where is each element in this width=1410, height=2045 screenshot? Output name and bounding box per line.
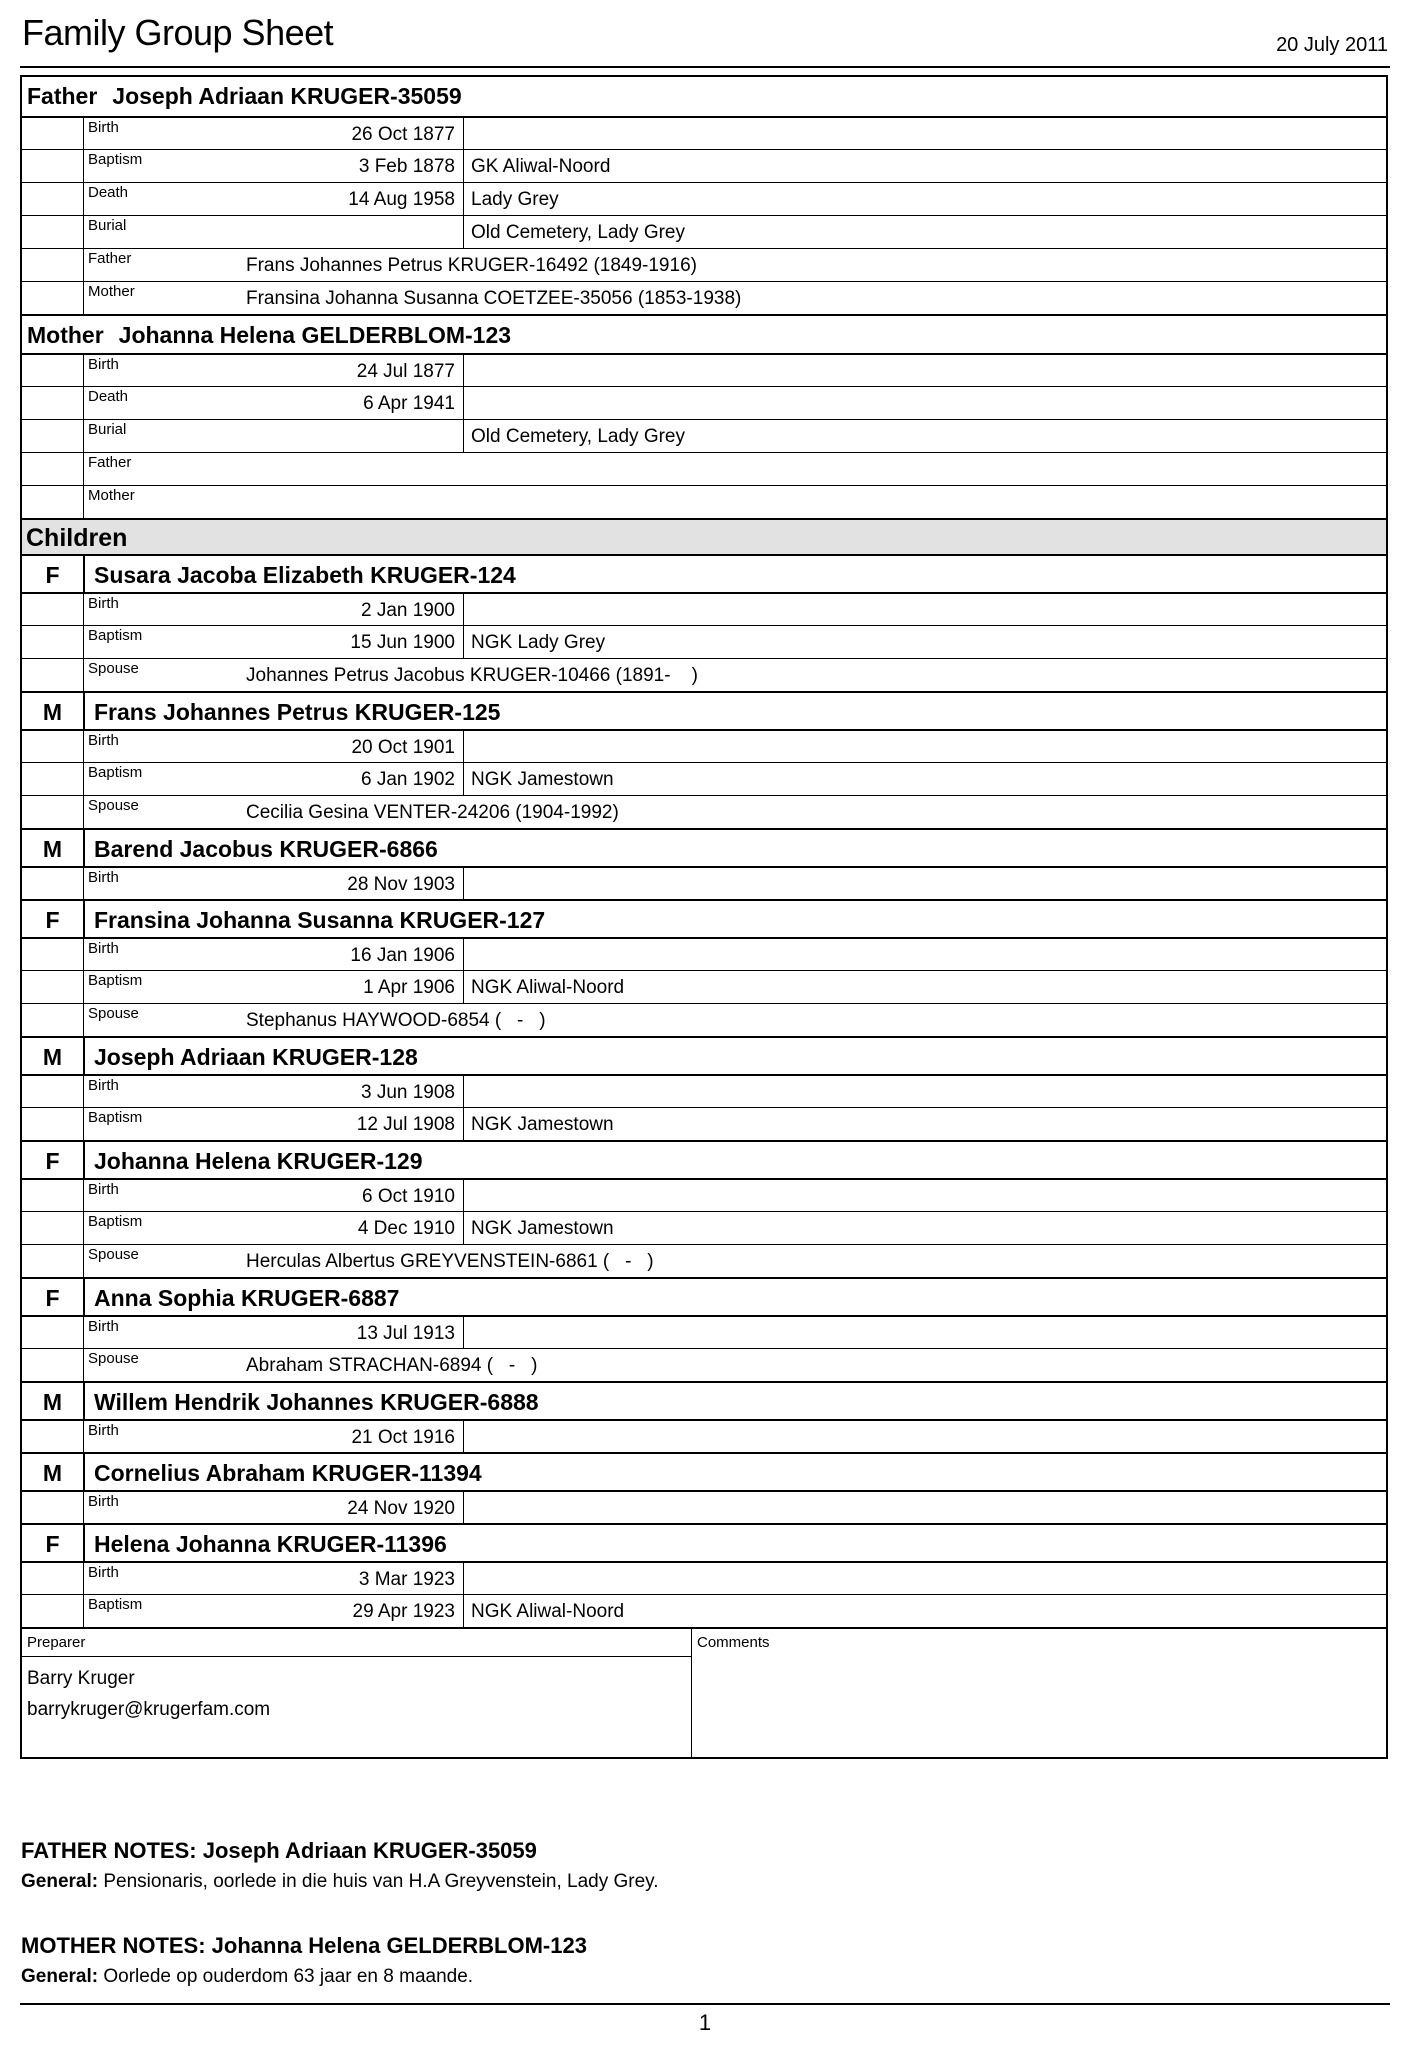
event-date: 3 Feb 1878 bbox=[358, 156, 455, 177]
child-sex: F bbox=[22, 901, 85, 937]
child-baptism-row bbox=[22, 1594, 1386, 1627]
row-spacer bbox=[22, 796, 84, 828]
row-spacer bbox=[22, 118, 84, 149]
page-number: 1 bbox=[698, 2010, 712, 2035]
event-date: 21 Oct 1916 bbox=[351, 1427, 455, 1448]
mother-section-header bbox=[22, 314, 1386, 353]
row-spacer bbox=[22, 971, 84, 1003]
child-sex: M bbox=[22, 1454, 85, 1490]
event-place bbox=[464, 118, 1386, 149]
child-birth-row bbox=[22, 1490, 1386, 1523]
footer-rule bbox=[20, 2003, 1390, 2005]
child-birth-row bbox=[22, 592, 1386, 625]
row-spacer bbox=[22, 1245, 84, 1277]
child-sex: M bbox=[22, 693, 85, 729]
row-spacer bbox=[22, 1349, 84, 1381]
child-name: Frans Johannes Petrus KRUGER-125 bbox=[94, 699, 501, 725]
event-place: NGK Aliwal-Noord bbox=[471, 1601, 625, 1622]
event-label: Birth bbox=[88, 1318, 119, 1335]
event-label: Death bbox=[88, 184, 129, 201]
event-date: 3 Mar 1923 bbox=[358, 1569, 455, 1590]
row-spacer bbox=[22, 626, 84, 658]
row-spacer bbox=[22, 249, 84, 281]
event-date: 28 Nov 1903 bbox=[347, 874, 455, 895]
mother-death-row bbox=[22, 386, 1386, 419]
event-place: Old Cemetery, Lady Grey bbox=[471, 222, 686, 243]
event-date: 29 Apr 1923 bbox=[352, 1601, 455, 1622]
event-date: 13 Jul 1913 bbox=[356, 1323, 455, 1344]
row-spacer bbox=[22, 1563, 84, 1594]
event-place: NGK Jamestown bbox=[471, 769, 614, 790]
children-section-header bbox=[22, 518, 1386, 554]
child-sex: F bbox=[22, 1525, 85, 1561]
preparer-cell bbox=[22, 1629, 692, 1757]
child-birth-row bbox=[22, 866, 1386, 899]
row-spacer bbox=[22, 282, 84, 314]
father-notes-body bbox=[21, 1871, 1361, 1893]
page-title: Family Group Sheet bbox=[22, 12, 334, 53]
event-place bbox=[464, 1180, 1386, 1211]
event-place: NGK Jamestown bbox=[471, 1114, 614, 1135]
event-label: Birth bbox=[88, 732, 119, 749]
event-label: Birth bbox=[88, 1422, 119, 1439]
father-father-row bbox=[22, 248, 1386, 281]
event-date: 15 Jun 1900 bbox=[350, 632, 455, 653]
comments-cell bbox=[692, 1629, 1386, 1757]
row-spacer bbox=[22, 216, 84, 248]
row-spacer bbox=[22, 486, 84, 518]
child-birth-row bbox=[22, 937, 1386, 970]
event-place bbox=[464, 1492, 1386, 1523]
relation-value: Abraham STRACHAN-6894 ( - ) bbox=[246, 1355, 538, 1376]
relation-label: Father bbox=[88, 250, 132, 267]
mother-name: Johanna Helena GELDERBLOM-123 bbox=[118, 322, 512, 348]
row-spacer bbox=[22, 1212, 84, 1244]
father-burial-row bbox=[22, 215, 1386, 248]
father-mother-row bbox=[22, 281, 1386, 314]
event-label: Birth bbox=[88, 1564, 119, 1581]
row-spacer bbox=[22, 1180, 84, 1211]
event-place bbox=[464, 939, 1386, 970]
row-spacer bbox=[22, 939, 84, 970]
event-date: 1 Apr 1906 bbox=[363, 977, 455, 998]
relation-label: Spouse bbox=[88, 660, 139, 677]
event-place: NGK Jamestown bbox=[471, 1218, 614, 1239]
child-header-row bbox=[22, 1277, 1386, 1315]
event-date: 6 Oct 1910 bbox=[362, 1186, 455, 1207]
row-spacer bbox=[22, 1317, 84, 1348]
relation-label: Father bbox=[88, 454, 132, 471]
event-label: Burial bbox=[88, 421, 127, 438]
child-birth-row bbox=[22, 1074, 1386, 1107]
child-name: Cornelius Abraham KRUGER-11394 bbox=[94, 1460, 482, 1486]
child-birth-row bbox=[22, 1561, 1386, 1594]
row-spacer bbox=[22, 1076, 84, 1107]
child-name: Willem Hendrik Johannes KRUGER-6888 bbox=[94, 1389, 539, 1415]
child-baptism-row bbox=[22, 625, 1386, 658]
row-spacer bbox=[22, 420, 84, 452]
row-spacer bbox=[22, 355, 84, 386]
row-spacer bbox=[22, 453, 84, 485]
mother-notes-heading: MOTHER NOTES: Johanna Helena GELDERBLOM-123 bbox=[21, 1933, 587, 1958]
relation-value: Frans Johannes Petrus KRUGER-16492 (1849-1916) bbox=[246, 255, 697, 276]
event-label: Birth bbox=[88, 1493, 119, 1510]
child-spouse-row bbox=[22, 658, 1386, 691]
row-spacer bbox=[22, 1421, 84, 1452]
event-date: 6 Apr 1941 bbox=[363, 393, 455, 414]
header-rule bbox=[20, 66, 1390, 68]
child-spouse-row bbox=[22, 795, 1386, 828]
relation-label: Spouse bbox=[88, 797, 139, 814]
child-header-row bbox=[22, 1523, 1386, 1561]
child-sex: M bbox=[22, 1038, 85, 1074]
event-label: Baptism bbox=[88, 764, 143, 781]
child-header-row bbox=[22, 1140, 1386, 1178]
row-spacer bbox=[22, 1595, 84, 1627]
child-spouse-row bbox=[22, 1244, 1386, 1277]
event-date: 16 Jan 1906 bbox=[350, 945, 455, 966]
event-date: 24 Nov 1920 bbox=[347, 1498, 455, 1519]
father-name: Joseph Adriaan KRUGER-35059 bbox=[112, 83, 462, 109]
relation-label: Mother bbox=[88, 487, 135, 504]
event-place bbox=[464, 1076, 1386, 1107]
row-spacer bbox=[22, 1108, 84, 1140]
child-baptism-row bbox=[22, 762, 1386, 795]
child-baptism-row bbox=[22, 1211, 1386, 1244]
row-spacer bbox=[22, 868, 84, 899]
child-name: Johanna Helena KRUGER-129 bbox=[94, 1148, 423, 1174]
preparer-name: Barry Kruger bbox=[27, 1668, 135, 1689]
mother-notes-body bbox=[21, 1966, 1361, 1988]
preparer-comments-row bbox=[22, 1627, 1386, 1757]
children-heading: Children bbox=[26, 524, 128, 552]
row-spacer bbox=[22, 731, 84, 762]
row-spacer bbox=[22, 183, 84, 215]
event-date: 2 Jan 1900 bbox=[360, 600, 455, 621]
relation-label: Mother bbox=[88, 283, 135, 300]
event-label: Baptism bbox=[88, 1213, 143, 1230]
event-date: 3 Jun 1908 bbox=[360, 1082, 455, 1103]
event-date: 20 Oct 1901 bbox=[351, 737, 455, 758]
event-date: 24 Jul 1877 bbox=[356, 361, 455, 382]
father-notes-heading: FATHER NOTES: Joseph Adriaan KRUGER-35059 bbox=[21, 1838, 537, 1863]
relation-label: Spouse bbox=[88, 1246, 139, 1263]
child-name: Helena Johanna KRUGER-11396 bbox=[94, 1531, 447, 1557]
event-label: Birth bbox=[88, 869, 119, 886]
child-spouse-row bbox=[22, 1003, 1386, 1036]
child-birth-row bbox=[22, 1315, 1386, 1348]
relation-value: Johannes Petrus Jacobus KRUGER-10466 (1891- ) bbox=[246, 665, 699, 686]
child-header-row bbox=[22, 1452, 1386, 1490]
event-place bbox=[464, 1421, 1386, 1452]
father-section-header bbox=[22, 77, 1386, 116]
child-baptism-row bbox=[22, 970, 1386, 1003]
child-sex: F bbox=[22, 1142, 85, 1178]
general-label: General: bbox=[21, 1871, 99, 1892]
child-name: Joseph Adriaan KRUGER-128 bbox=[94, 1044, 418, 1070]
mother-mother-row bbox=[22, 485, 1386, 518]
father-birth-row bbox=[22, 116, 1386, 149]
event-label: Baptism bbox=[88, 151, 143, 168]
event-label: Death bbox=[88, 388, 129, 405]
event-place bbox=[464, 1563, 1386, 1594]
event-label: Birth bbox=[88, 119, 119, 136]
event-label: Baptism bbox=[88, 1109, 143, 1126]
child-sex: M bbox=[22, 1383, 85, 1419]
event-place: NGK Lady Grey bbox=[471, 632, 606, 653]
row-spacer bbox=[22, 594, 84, 625]
general-label: General: bbox=[21, 1966, 99, 1987]
event-label: Baptism bbox=[88, 627, 143, 644]
general-text: Oorlede op ouderdom 63 jaar en 8 maande. bbox=[98, 1966, 474, 1987]
relation-value: Stephanus HAYWOOD-6854 ( - ) bbox=[246, 1010, 546, 1031]
event-label: Baptism bbox=[88, 1596, 143, 1613]
event-place: GK Aliwal-Noord bbox=[471, 156, 611, 177]
report-date: 20 July 2011 bbox=[1276, 34, 1388, 56]
event-place bbox=[464, 868, 1386, 899]
event-label: Birth bbox=[88, 1077, 119, 1094]
event-label: Birth bbox=[88, 356, 119, 373]
event-place: Old Cemetery, Lady Grey bbox=[471, 426, 686, 447]
event-label: Birth bbox=[88, 595, 119, 612]
relation-value: Fransina Johanna Susanna COETZEE-35056 (1853-1938) bbox=[246, 288, 742, 309]
mother-birth-row bbox=[22, 353, 1386, 386]
event-place bbox=[464, 387, 1386, 419]
event-label: Baptism bbox=[88, 972, 143, 989]
mother-burial-row bbox=[22, 419, 1386, 452]
row-spacer bbox=[22, 763, 84, 795]
event-label: Burial bbox=[88, 217, 127, 234]
child-header-row bbox=[22, 1036, 1386, 1074]
child-header-row bbox=[22, 554, 1386, 592]
child-sex: F bbox=[22, 556, 85, 592]
child-sex: M bbox=[22, 830, 85, 866]
child-name: Barend Jacobus KRUGER-6866 bbox=[94, 836, 438, 862]
event-label: Birth bbox=[88, 940, 119, 957]
event-label: Birth bbox=[88, 1181, 119, 1198]
father-section-label: Father bbox=[27, 83, 98, 109]
child-header-row bbox=[22, 1381, 1386, 1419]
child-name: Anna Sophia KRUGER-6887 bbox=[94, 1285, 400, 1311]
child-birth-row bbox=[22, 1419, 1386, 1452]
relation-label: Spouse bbox=[88, 1350, 139, 1367]
event-date: 12 Jul 1908 bbox=[356, 1114, 455, 1135]
event-date: 6 Jan 1902 bbox=[360, 769, 455, 790]
child-name: Susara Jacoba Elizabeth KRUGER-124 bbox=[94, 562, 516, 588]
general-text: Pensionaris, oorlede in die huis van H.A Greyvenstein, Lady Grey. bbox=[98, 1871, 659, 1892]
event-date: 26 Oct 1877 bbox=[351, 124, 455, 145]
event-place bbox=[464, 1317, 1386, 1348]
event-place bbox=[464, 355, 1386, 386]
child-baptism-row bbox=[22, 1107, 1386, 1140]
relation-value: Herculas Albertus GREYVENSTEIN-6861 ( - ) bbox=[246, 1251, 654, 1272]
row-spacer bbox=[22, 1492, 84, 1523]
father-death-row bbox=[22, 182, 1386, 215]
event-place: Lady Grey bbox=[471, 189, 559, 210]
notes-section bbox=[21, 1838, 1361, 2028]
event-date: 14 Aug 1958 bbox=[348, 189, 455, 210]
preparer-label: Preparer bbox=[22, 1629, 691, 1657]
row-spacer bbox=[22, 150, 84, 182]
preparer-email: barrykruger@krugerfam.com bbox=[27, 1699, 271, 1720]
child-birth-row bbox=[22, 729, 1386, 762]
comments-label: Comments bbox=[697, 1634, 770, 1651]
child-name: Fransina Johanna Susanna KRUGER-127 bbox=[94, 907, 546, 933]
child-birth-row bbox=[22, 1178, 1386, 1211]
row-spacer bbox=[22, 1004, 84, 1036]
event-place bbox=[464, 594, 1386, 625]
mother-father-row bbox=[22, 452, 1386, 485]
event-place: NGK Aliwal-Noord bbox=[471, 977, 625, 998]
relation-value: Cecilia Gesina VENTER-24206 (1904-1992) bbox=[246, 802, 619, 823]
event-place bbox=[464, 731, 1386, 762]
relation-label: Spouse bbox=[88, 1005, 139, 1022]
row-spacer bbox=[22, 659, 84, 691]
row-spacer bbox=[22, 387, 84, 419]
child-header-row bbox=[22, 899, 1386, 937]
child-spouse-row bbox=[22, 1348, 1386, 1381]
family-group-table bbox=[20, 75, 1388, 1759]
mother-section-label: Mother bbox=[27, 322, 104, 348]
father-baptism-row bbox=[22, 149, 1386, 182]
event-date: 4 Dec 1910 bbox=[357, 1218, 455, 1239]
child-header-row bbox=[22, 691, 1386, 729]
child-sex: F bbox=[22, 1279, 85, 1315]
child-header-row bbox=[22, 828, 1386, 866]
